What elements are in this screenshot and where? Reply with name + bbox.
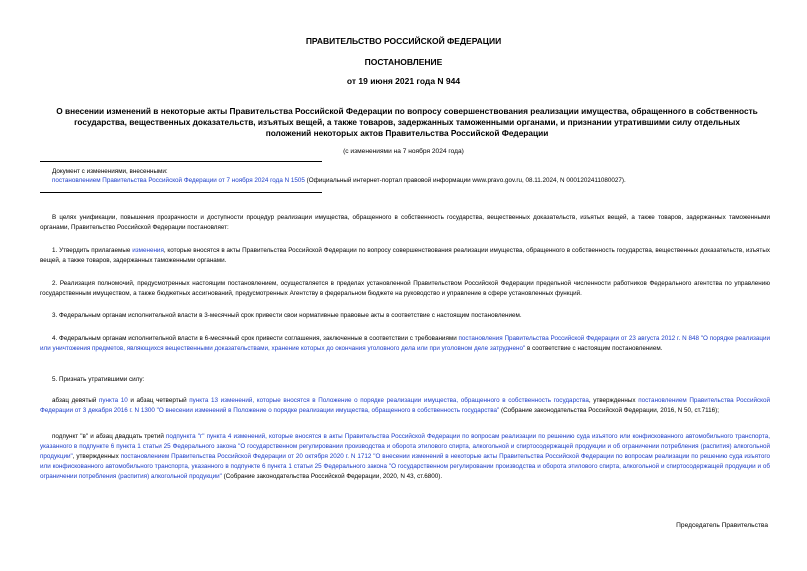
amendment-link[interactable]: постановлением Правительства Российской Федерации от 7 ноября 2024 года N 1505 (52, 177, 305, 184)
document-title: О внесении изменений в некоторые акты Правительства Российской Федерации по вопросу совершенствования реализации имущества, обращенного в собственность государства, вещественных доказательств, изъятых вещей, а также товаров, задержанных таможенными органами, и признании утратившими силу отдельных положений некоторых актов Правительства Российской Федерации (56, 106, 758, 138)
preamble-paragraph: В целях унификации, повышения прозрачности и доступности процедур реализации имущества, обращенного в собственность государства, вещественных доказательств, изъятых вещей, а также товаров, задержанных таможенными органами, Правительство Российской Федерации постановляет: (40, 214, 770, 231)
divider-top (40, 161, 322, 162)
decree-1712-link[interactable]: постановлением Правительства Российской Федерации от 20 октября 2020 г. N 1712 "О внесении изменений в некоторые акты Правительства Российской Федерации по вопросам реализации по решению суда изъятого или конфискованного автомобильного транспорта, указанного в подпункте 6 пункта 1 статьи 25 Федерального закона "О государственном регулировании производства и оборота этилового спирта, алкогольной и спиртосодержащей продукции и об ограничении потребления (распития) алкогольной продукции" (40, 453, 770, 480)
point-10-link[interactable]: пункта 10 (98, 397, 128, 404)
document-type: ПОСТАНОВЛЕНИЕ (364, 57, 443, 67)
paragraph-3: 3. Федеральным органам исполнительной власти в 3-месячный срок привести свои нормативные правовые акты в соответствие с настоящим постановлением. (52, 312, 522, 319)
changes-entry (52, 176, 772, 185)
paragraph-7-text-b: , утвержденных (72, 453, 121, 460)
point-13-link[interactable]: пункта 13 изменений, которые вносятся в Положение о порядке реализации имущества, обращенного в собственность государства (189, 397, 589, 404)
paragraph-1-text-a: 1. Утвердить прилагаемые (52, 247, 133, 254)
paragraph-1 (40, 246, 770, 266)
paragraph-5: 5. Признать утратившими силу: (52, 376, 145, 383)
paragraph-7-text-c: (Собрание законодательства Российской Федерации, 2020, N 43, ст.6800). (221, 473, 443, 480)
paragraph-6-text-a: абзац девятый (52, 397, 99, 404)
subpoint-g-link[interactable]: подпункта "г" пункта 4 изменений, которые вносятся в акты Правительства Российской Федерации по вопросам реализации по решению суда изъятого или конфискованного автомобильного транспорта, указанного в подпункте 6 пункта 1 статьи 25 Федерального закона "О государственном регулировании производства и оборота этилового спирта, алкогольной и спиртосодержащей продукции и об ограничении потребления (распития) алкогольной продукции" (40, 433, 770, 460)
paragraph-6-text-d: (Собрание законодательства Российской Федерации, 2016, N 50, ст.7116); (499, 407, 719, 414)
paragraph-7 (40, 432, 770, 482)
signature-title: Председатель Правительства (676, 522, 768, 529)
paragraph-2: 2. Реализация полномочий, предусмотренных настоящим постановлением, осуществляется в пределах установленной Правительством Российской Федерации предельной численности работников Федерального агентства по управлению государственным имуществом, а также бюджетных ассигнований, предусмотренных Агентству в федеральном бюджете на руководство и управление в сфере установленных функций. (40, 280, 770, 297)
changes-intro: Документ с изменениями, внесенными: (52, 168, 168, 175)
edition-note: (с изменениями на 7 ноября 2024 года) (343, 148, 464, 155)
decree-1300-link[interactable]: постановлением Правительства Российской Федерации от 3 декабря 2016 г. N 1300 "О внесении изменений в Положение о порядке реализации имущества, обращенного в собственность государства" (40, 397, 770, 414)
divider-bottom (40, 192, 322, 193)
paragraph-6-text-b: и абзац четвертый (127, 397, 190, 404)
decree-848-link[interactable]: постановления Правительства Российской Федерации от 23 августа 2012 г. N 848 "О порядке реализации или уничтожения предметов, являющихся вещественными доказательствами, хранение которых до окончания уголовного дела или при уголовном деле затруднено" (40, 335, 770, 352)
amendment-source: (Официальный интернет-портал правовой информации www.pravo.gov.ru, 08.11.2024, N 0001202411080027). (304, 177, 626, 184)
paragraph-7-text-a: подпункт "в" и абзац двадцать третий (52, 433, 166, 440)
paragraph-6-text-c: , утвержденных (588, 397, 639, 404)
paragraph-1-text-b: , которые вносятся в акты Правительства Российской Федерации по вопросу совершенствования реализации имущества, обращенного в собственность государства, вещественных доказательств, изъятых вещей, а также товаров, задержанных таможенными органами. (40, 247, 770, 264)
paragraph-4 (40, 334, 770, 354)
issuer-heading: ПРАВИТЕЛЬСТВО РОССИЙСКОЙ ФЕДЕРАЦИИ (305, 36, 502, 46)
paragraph-4-text-a: 4. Федеральным органам исполнительной власти в 6-месячный срок привести соглашения, заключенные в соответствии с требованиями (52, 335, 459, 342)
changes-link[interactable]: изменения (132, 247, 164, 254)
document-date-number: от 19 июня 2021 года N 944 (346, 76, 461, 86)
paragraph-4-text-b: в соответствие с настоящим постановлением. (525, 345, 663, 352)
changes-block (52, 167, 772, 185)
paragraph-6 (40, 396, 770, 416)
